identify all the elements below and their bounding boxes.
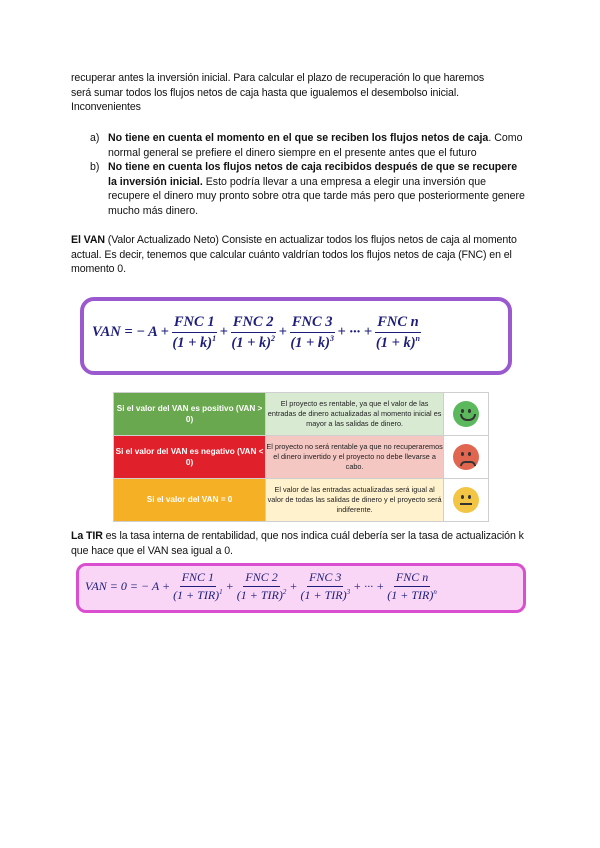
list-bold-text: No tiene en cuenta los flujos netos de caja recibidos después de que se recupere la inversión inicial. — [108, 161, 518, 188]
formula-term: $\frac{\text{FNC 3}}{(1 + k)^3}$ — [290, 314, 335, 351]
tir-definition: es la tasa interna de rentabilidad, que nos indica cuál debería ser la tasa de actualización k que hace que el VAN sea igual a 0. — [71, 530, 524, 557]
tir-formula: VAN = 0 = − A + $\frac{\text{FNC 1}}{(1 + TIR)^1}$ + $\frac{\text{FNC 2}}{(1 + TIR)^2}$ + $\frac{\text{FNC 3}}{(1 + TIR)^3}$ + ··· + $\frac{\text{FNC n}}{(1 + TIR)^n}$ — [85, 570, 437, 602]
formula-term: $\frac{\text{FNC 1}}{(1 + k)^1}$ — [172, 314, 217, 351]
intro-line-1: recuperar antes la inversión inicial. Para calcular el plazo de recuperación lo que haremos — [71, 72, 485, 84]
formula-term: $\frac{\text{FNC 1}}{(1 + TIR)^1}$ — [173, 570, 223, 602]
van-term: El VAN — [71, 234, 105, 246]
formula-lhs: VAN = 0 = − A + — [85, 579, 171, 593]
happy-face-icon — [453, 401, 479, 427]
list-label: b) — [90, 161, 100, 173]
table-row — [114, 436, 489, 479]
list-text: Esto podría llevar a una empresa a elegir una inversión que recupere el dinero muy pronto sobre otra que tarde más pero que posteriormente genere mucho más dinero. — [108, 175, 525, 217]
tir-formula-box — [76, 563, 526, 613]
condition-cell: Si el valor del VAN = 0 — [114, 479, 266, 522]
description-cell: El proyecto no será rentable ya que no recuperaremos el dinero invertido y el proyecto no debe llevarse a cabo. — [266, 436, 444, 479]
angry-face-icon — [453, 444, 479, 470]
table-row — [114, 393, 489, 436]
description-cell: El proyecto es rentable, ya que el valor de las entradas de dinero actualizadas al momento inicial es mayor a las salidas de dinero. — [266, 393, 444, 436]
list-bold-text: No tiene en cuenta el momento en el que se reciben los flujos netos de caja — [108, 132, 489, 144]
neutral-face-icon — [453, 487, 479, 513]
condition-cell: Si el valor del VAN es positivo (VAN > 0) — [114, 393, 266, 436]
van-paragraph — [71, 233, 531, 277]
tir-term: La TIR — [71, 530, 103, 542]
table-row — [114, 479, 489, 522]
formula-term: $\frac{\text{FNC 3}}{(1 + TIR)^3}$ — [300, 570, 351, 602]
van-interpretation-table — [113, 392, 489, 522]
formula-term: $\frac{\text{FNC n}}{(1 + TIR)^n}$ — [387, 570, 437, 602]
formula-term: $\frac{\text{FNC 2}}{(1 + TIR)^2}$ — [236, 570, 287, 602]
van-definition: (Valor Actualizado Neto) Consiste en actualizar todos los flujos netos de caja al momento actual. Es decir, tenemos que calcular cuánto valdrían todos los flujos netos de caja (FNC) en el momento 0. — [71, 234, 517, 276]
condition-cell: Si el valor del VAN es negativo (VAN < 0) — [114, 436, 266, 479]
description-cell: El valor de las entradas actualizadas será igual al valor de todas las salidas de dinero y el proyecto será indiferente. — [266, 479, 444, 522]
formula-term: $\frac{\text{FNC 2}}{(1 + k)^2}$ — [231, 314, 276, 351]
formula-lhs: VAN = − A + — [92, 324, 169, 341]
list-text: . Como normal general se prefiere el dinero siempre en el presente antes que el futuro — [108, 132, 523, 159]
formula-term: $\frac{\text{FNC n}}{(1 + k)^n}$ — [375, 314, 420, 351]
van-formula: VAN = − A + $\frac{\text{FNC 1}}{(1 + k)^1}$ + $\frac{\text{FNC 2}}{(1 + k)^2}$ + $\frac{\text{FNC 3}}{(1 + k)^3}$ + ··· + $\frac{\text{FNC n}}{(1 + k)^n}$ — [92, 314, 420, 351]
intro-paragraph — [71, 71, 531, 115]
tir-paragraph — [71, 529, 531, 558]
van-formula-box — [80, 297, 512, 375]
intro-line-3: Inconvenientes — [71, 101, 141, 114]
list-label: a) — [90, 132, 100, 144]
intro-line-2: será sumar todos los flujos netos de caja hasta que igualemos el desembolso inicial. — [71, 86, 459, 99]
